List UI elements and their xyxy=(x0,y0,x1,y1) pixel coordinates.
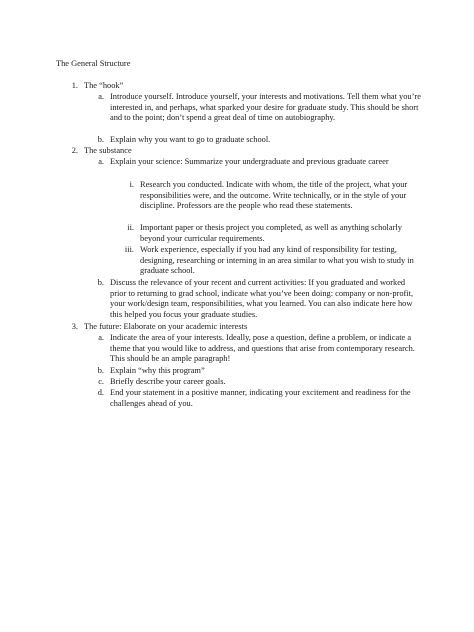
section-heading: The “hook” xyxy=(84,81,124,90)
list-item-text: Introduce yourself. Introduce yourself, your interests and motivations. Tell them what you’re interested in, and perhaps, what sparked your desire for graduate study. This should be short and to the point; don’t spend a great deal of time on autobiography. xyxy=(110,92,421,123)
list-marker: b. xyxy=(97,135,104,144)
list-marker: i. xyxy=(129,180,134,189)
list-item-text: Explain your science: Summarize your undergraduate and previous graduate career xyxy=(110,157,389,166)
list-item-text: Indicate the area of your interests. Ideally, pose a question, define a problem, or indicate a theme that you would like to address, and questions that arise from contemporary research. This should be an ample paragraph! xyxy=(110,333,415,364)
list-marker: 3. xyxy=(71,322,78,331)
list-marker: c. xyxy=(98,377,104,386)
list-marker: iii. xyxy=(124,245,134,254)
list-marker: d. xyxy=(97,388,104,397)
list-marker: ii. xyxy=(127,223,134,232)
list-item xyxy=(92,333,422,365)
list-marker: 1. xyxy=(71,81,78,90)
section-2-heading xyxy=(62,146,422,157)
section-heading: The future: Elaborate on your academic interests xyxy=(84,322,248,331)
list-item xyxy=(92,135,422,146)
list-marker: b. xyxy=(97,366,104,375)
list-item-text: End your statement in a positive manner, indicating your excitement and readiness for the challenges ahead of you. xyxy=(110,388,411,408)
list-item-text: Important paper or thesis project you completed, as well as anything scholarly beyond your curricular requirements. xyxy=(140,223,402,243)
list-subitem xyxy=(120,245,423,277)
list-marker: b. xyxy=(97,278,104,287)
list-marker: a. xyxy=(98,92,104,101)
list-item-text: Research you conducted. Indicate with whom, the title of the project, what your responsibilities were, and the outcome. Write technically, or in the style of your discipline. Professors are the people who read these statements. xyxy=(140,180,408,211)
section-1-heading xyxy=(62,81,422,92)
list-item-text: Explain “why this program” xyxy=(110,366,205,375)
list-item xyxy=(92,366,422,377)
document-title: The General Structure xyxy=(56,59,131,68)
list-item-text: Discuss the relevance of your recent and current activities: If you graduated and worked prior to returning to grad school, indicate what you’ve been doing: company or non-profit, your work/design team, responsibilities, what you learned. You can also indicate here how this helped you focus your graduate studies. xyxy=(110,278,414,319)
list-item-text: Briefly describe your career goals. xyxy=(110,377,226,386)
list-marker: a. xyxy=(98,333,104,342)
list-marker: a. xyxy=(98,157,104,166)
list-item xyxy=(92,388,422,409)
list-item xyxy=(92,377,422,388)
section-3-heading xyxy=(62,322,422,333)
list-subitem xyxy=(120,223,423,244)
list-subitem xyxy=(120,180,423,212)
list-item xyxy=(92,92,422,124)
list-item xyxy=(92,278,422,320)
list-item-text: Work experience, especially if you had any kind of responsibility for testing, designing, researching or interning in an area similar to what you wish to study in graduate school. xyxy=(140,245,414,276)
list-item xyxy=(92,157,422,168)
section-heading: The substance xyxy=(84,146,132,155)
list-marker: 2. xyxy=(71,146,78,155)
list-item-text: Explain why you want to go to graduate school. xyxy=(110,135,271,144)
